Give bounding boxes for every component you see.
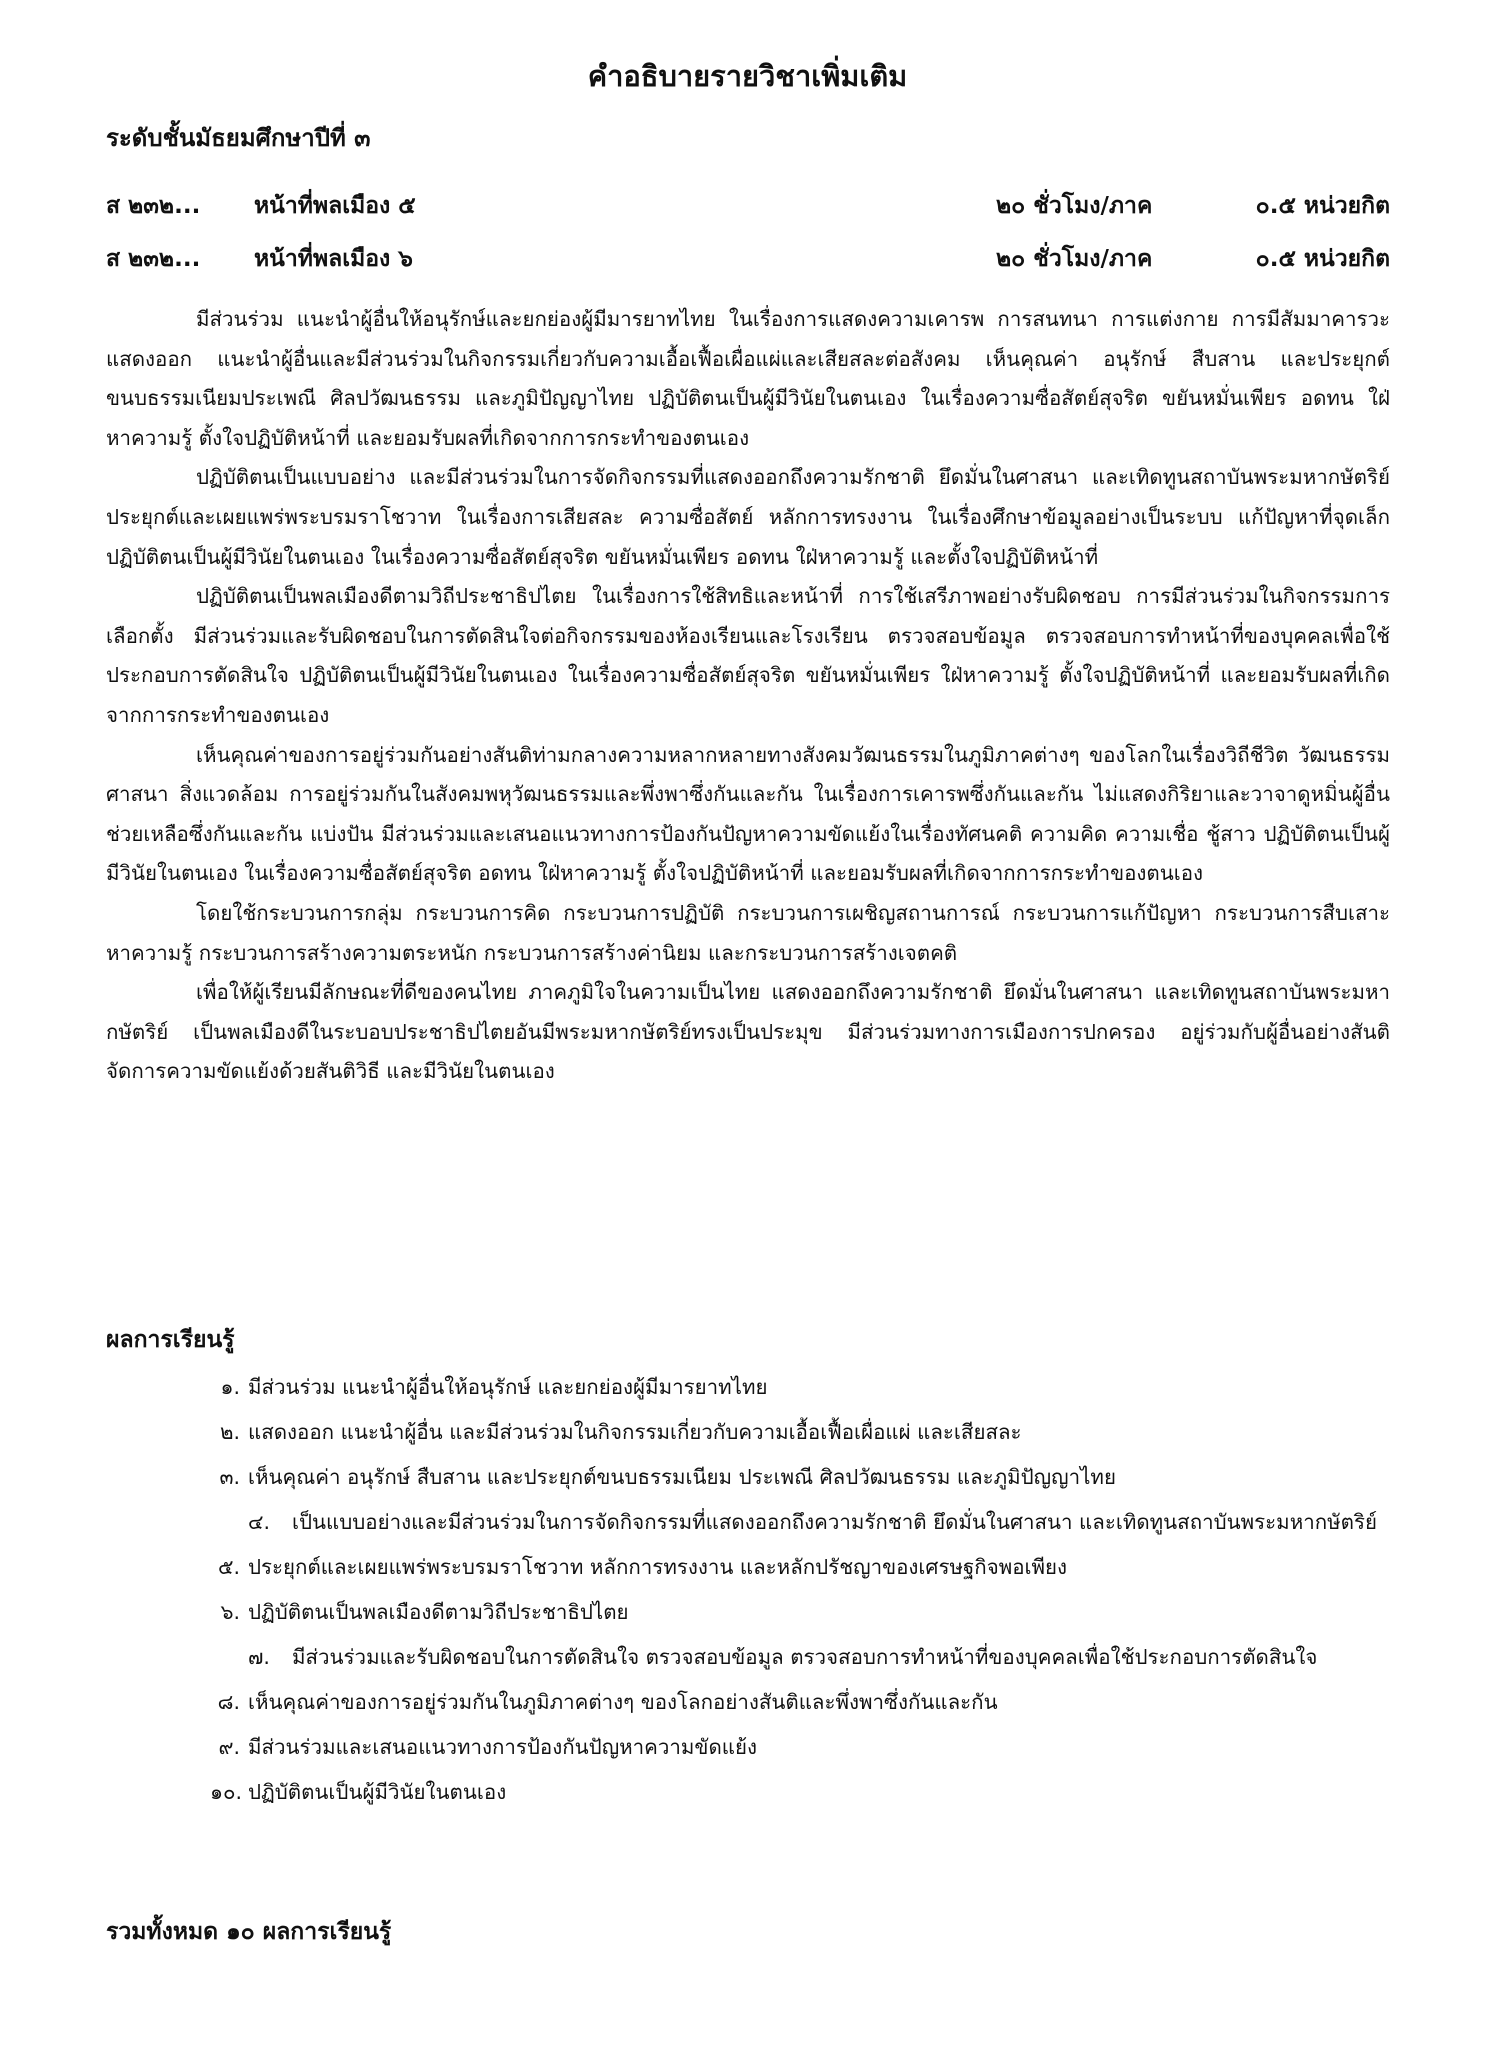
- outcome-number: ๑๐.: [209, 1780, 242, 1804]
- outcome-text: ปฏิบัติตนเป็นผู้มีวินัยในตนเอง: [248, 1780, 507, 1804]
- course-name: หน้าที่พลเมือง ๖: [254, 246, 413, 272]
- outcome-text: เห็นคุณค่าของการอยู่ร่วมกันในภูมิภาคต่างๆ ของโลกอย่างสันติและพึ่งพาซึ่งกันและกัน: [248, 1690, 998, 1714]
- description-paragraph: ปฏิบัติตนเป็นพลเมืองดีตามวิถีประชาธิปไตย ในเรื่องการใช้สิทธิและหน้าที่ การใช้เสรีภาพอย่างรับผิดชอบ การมีส่วนร่วมในกิจกรรมการเลือกตั้ง มีส่วนร่วมและรับผิดชอบในการตัดสินใจต่อกิจกรรมของห้องเรียนและโรงเรียน ตรวจสอบข้อมูล ตรวจสอบการทำหน้าที่ของบุคคลเพื่อใช้ประกอบการตัดสินใจ ปฏิบัติตนเป็นผู้มีวินัยในตนเอง ในเรื่องความซื่อสัตย์สุจริต ขยันหมั่นเพียร ใฝ่หาความรู้ ตั้งใจปฏิบัติหน้าที่ และยอมรับผลที่เกิดจากการกระทำของตนเอง: [106, 584, 1390, 727]
- outcome-text: มีส่วนร่วมและเสนอแนวทางการป้องกันปัญหาความขัดแย้ง: [248, 1735, 757, 1759]
- outcome-text: เป็นแบบอย่างและมีส่วนร่วมในการจัดกิจกรรมที่แสดงออกถึงความรักชาติ ยึดมั่นในศาสนา และเทิดทูนสถาบันพระมหากษัตริย์: [292, 1510, 1377, 1534]
- learning-outcomes-list: [106, 1365, 1390, 1815]
- description-paragraph: โดยใช้กระบวนการกลุ่ม กระบวนการคิด กระบวนการปฏิบัติ กระบวนการเผชิญสถานการณ์ กระบวนการแก้ปัญหา กระบวนการสืบเสาะหาความรู้ กระบวนการสร้างความตระหนัก กระบวนการสร้างค่านิยม และกระบวนการสร้างเจตคติ: [106, 900, 1390, 965]
- outcome-item: [106, 1455, 1390, 1500]
- description-paragraph: ปฏิบัติตนเป็นแบบอย่าง และมีส่วนร่วมในการจัดกิจกรรมที่แสดงออกถึงความรักชาติ ยึดมั่นในศาสนา และเทิดทูนสถาบันพระมหากษัตริย์ ประยุกต์และเผยแพร่พระบรมราโชวาท ในเรื่องการเสียสละ ความซื่อสัตย์ หลักการทรงงาน ในเรื่องศึกษาข้อมูลอย่างเป็นระบบ แก้ปัญหาที่จุดเล็ก ปฏิบัติตนเป็นผู้มีวินัยในตนเอง ในเรื่องความซื่อสัตย์สุจริต ขยันหมั่นเพียร อดทน ใฝ่หาความรู้ และตั้งใจปฏิบัติหน้าที่: [106, 465, 1390, 569]
- outcome-number: ๕.: [217, 1555, 240, 1579]
- outcome-text: ประยุกต์และเผยแพร่พระบรมราโชวาท หลักการทรงงาน และหลักปรัชญาของเศรษฐกิจพอเพียง: [248, 1555, 1068, 1579]
- outcome-text: ปฏิบัติตนเป็นพลเมืองดีตามวิถีประชาธิปไตย: [248, 1600, 629, 1624]
- course-code: ส ๒๓๒...: [106, 246, 201, 272]
- course-credit: ๐.๕ หน่วยกิต: [1255, 193, 1390, 219]
- course-name: หน้าที่พลเมือง ๕: [254, 193, 416, 219]
- description-paragraph: เพื่อให้ผู้เรียนมีลักษณะที่ดีของคนไทย ภาคภูมิใจในความเป็นไทย แสดงออกถึงความรักชาติ ยึดมั่นในศาสนา และเทิดทูนสถาบันพระมหากษัตริย์ เป็นพลเมืองดีในระบอบประชาธิปไตยอันมีพระมหากษัตริย์ทรงเป็นประมุข มีส่วนร่วมทางการเมืองการปกครอง อยู่ร่วมกับผู้อื่นอย่างสันติ จัดการความขัดแย้งด้วยสันติวิธี และมีวินัยในตนเอง: [106, 980, 1390, 1084]
- grade-level-heading: ระดับชั้นมัธยมศึกษาปีที่ ๓: [106, 124, 371, 152]
- outcome-item: [106, 1770, 1390, 1815]
- outcome-item: [106, 1545, 1390, 1590]
- outcome-number: ๘.: [217, 1690, 240, 1714]
- outcome-item: [106, 1410, 1390, 1455]
- outcome-text: มีส่วนร่วมและรับผิดชอบในการตัดสินใจ ตรวจสอบข้อมูล ตรวจสอบการทำหน้าที่ของบุคคลเพื่อใช้ประกอบการตัดสินใจ: [292, 1645, 1318, 1669]
- outcome-item: [106, 1365, 1390, 1410]
- course-hours: ๒๐ ชั่วโมง/ภาค: [996, 246, 1153, 272]
- outcome-text: มีส่วนร่วม แนะนำผู้อื่นให้อนุรักษ์ และยกย่องผู้มีมารยาทไทย: [248, 1375, 768, 1399]
- outcome-text: เห็นคุณค่า อนุรักษ์ สืบสาน และประยุกต์ขนบธรรมเนียม ประเพณี ศิลปวัฒนธรรม และภูมิปัญญาไทย: [248, 1465, 1116, 1489]
- outcome-number: ๖.: [220, 1600, 240, 1624]
- course-row: [106, 186, 1390, 226]
- outcome-number: ๙.: [218, 1735, 240, 1759]
- outcome-number: ๑.: [220, 1375, 240, 1399]
- description-paragraph: เห็นคุณค่าของการอยู่ร่วมกันอย่างสันติท่ามกลางความหลากหลายทางสังคมวัฒนธรรมในภูมิภาคต่างๆ ของโลกในเรื่องวิถีชีวิต วัฒนธรรม ศาสนา สิ่งแวดล้อม การอยู่ร่วมกันในสังคมพหุวัฒนธรรมและพึ่งพาซึ่งกันและกัน ในเรื่องการเคารพซึ่งกันและกัน ไม่แสดงกิริยาและวาจาดูหมิ่นผู้อื่น ช่วยเหลือซึ่งกันและกัน แบ่งปัน มีส่วนร่วมและเสนอแนวทางการป้องกันปัญหาความขัดแย้งในเรื่องทัศนคติ ความคิด ความเชื่อ ชู้สาว ปฏิบัติตนเป็นผู้มีวินัยในตนเอง ในเรื่องความซื่อสัตย์สุจริต อดทน ใฝ่หาความรู้ ตั้งใจปฏิบัติหน้าที่ และยอมรับผลที่เกิดจากการกระทำของตนเอง: [106, 742, 1390, 886]
- course-description: [106, 300, 1390, 1092]
- course-row: [106, 239, 1390, 279]
- description-paragraph: มีส่วนร่วม แนะนำผู้อื่นให้อนุรักษ์และยกย่องผู้มีมารยาทไทย ในเรื่องการแสดงความเคารพ การสนทนา การแต่งกาย การมีสัมมาคารวะ แสดงออก แนะนำผู้อื่นและมีส่วนร่วมในกิจกรรมเกี่ยวกับความเอื้อเฟื้อเผื่อแผ่และเสียสละต่อสังคม เห็นคุณค่า อนุรักษ์ สืบสาน และประยุกต์ขนบธรรมเนียมประเพณี ศิลปวัฒนธรรม และภูมิปัญญาไทย ปฏิบัติตนเป็นผู้มีวินัยในตนเอง ในเรื่องความซื่อสัตย์สุจริต ขยันหมั่นเพียร อดทน ใฝ่หาความรู้ ตั้งใจปฏิบัติหน้าที่ และยอมรับผลที่เกิดจากการกระทำของตนเอง: [106, 307, 1390, 450]
- course-credit: ๐.๕ หน่วยกิต: [1255, 246, 1390, 272]
- outcome-item: [106, 1500, 1390, 1545]
- document-title: คำอธิบายรายวิชาเพิ่มเติม: [587, 59, 908, 93]
- outcomes-total: รวมทั้งหมด ๑๐ ผลการเรียนรู้: [106, 1919, 392, 1945]
- learning-outcomes-heading: ผลการเรียนรู้: [106, 1327, 235, 1353]
- course-code: ส ๒๓๒...: [106, 193, 201, 219]
- outcome-text: แสดงออก แนะนำผู้อื่น และมีส่วนร่วมในกิจกรรมเกี่ยวกับความเอื้อเฟื้อเผื่อแผ่ และเสียสละ: [248, 1420, 1022, 1444]
- outcome-item: [106, 1680, 1390, 1725]
- outcome-item: [106, 1635, 1390, 1680]
- outcome-number: ๔.: [248, 1510, 271, 1534]
- course-hours: ๒๐ ชั่วโมง/ภาค: [996, 193, 1153, 219]
- outcome-item: [106, 1725, 1390, 1770]
- outcome-item: [106, 1590, 1390, 1635]
- outcome-number: ๓.: [219, 1465, 240, 1489]
- outcome-number: ๗.: [248, 1645, 270, 1669]
- outcome-number: ๒.: [219, 1420, 240, 1444]
